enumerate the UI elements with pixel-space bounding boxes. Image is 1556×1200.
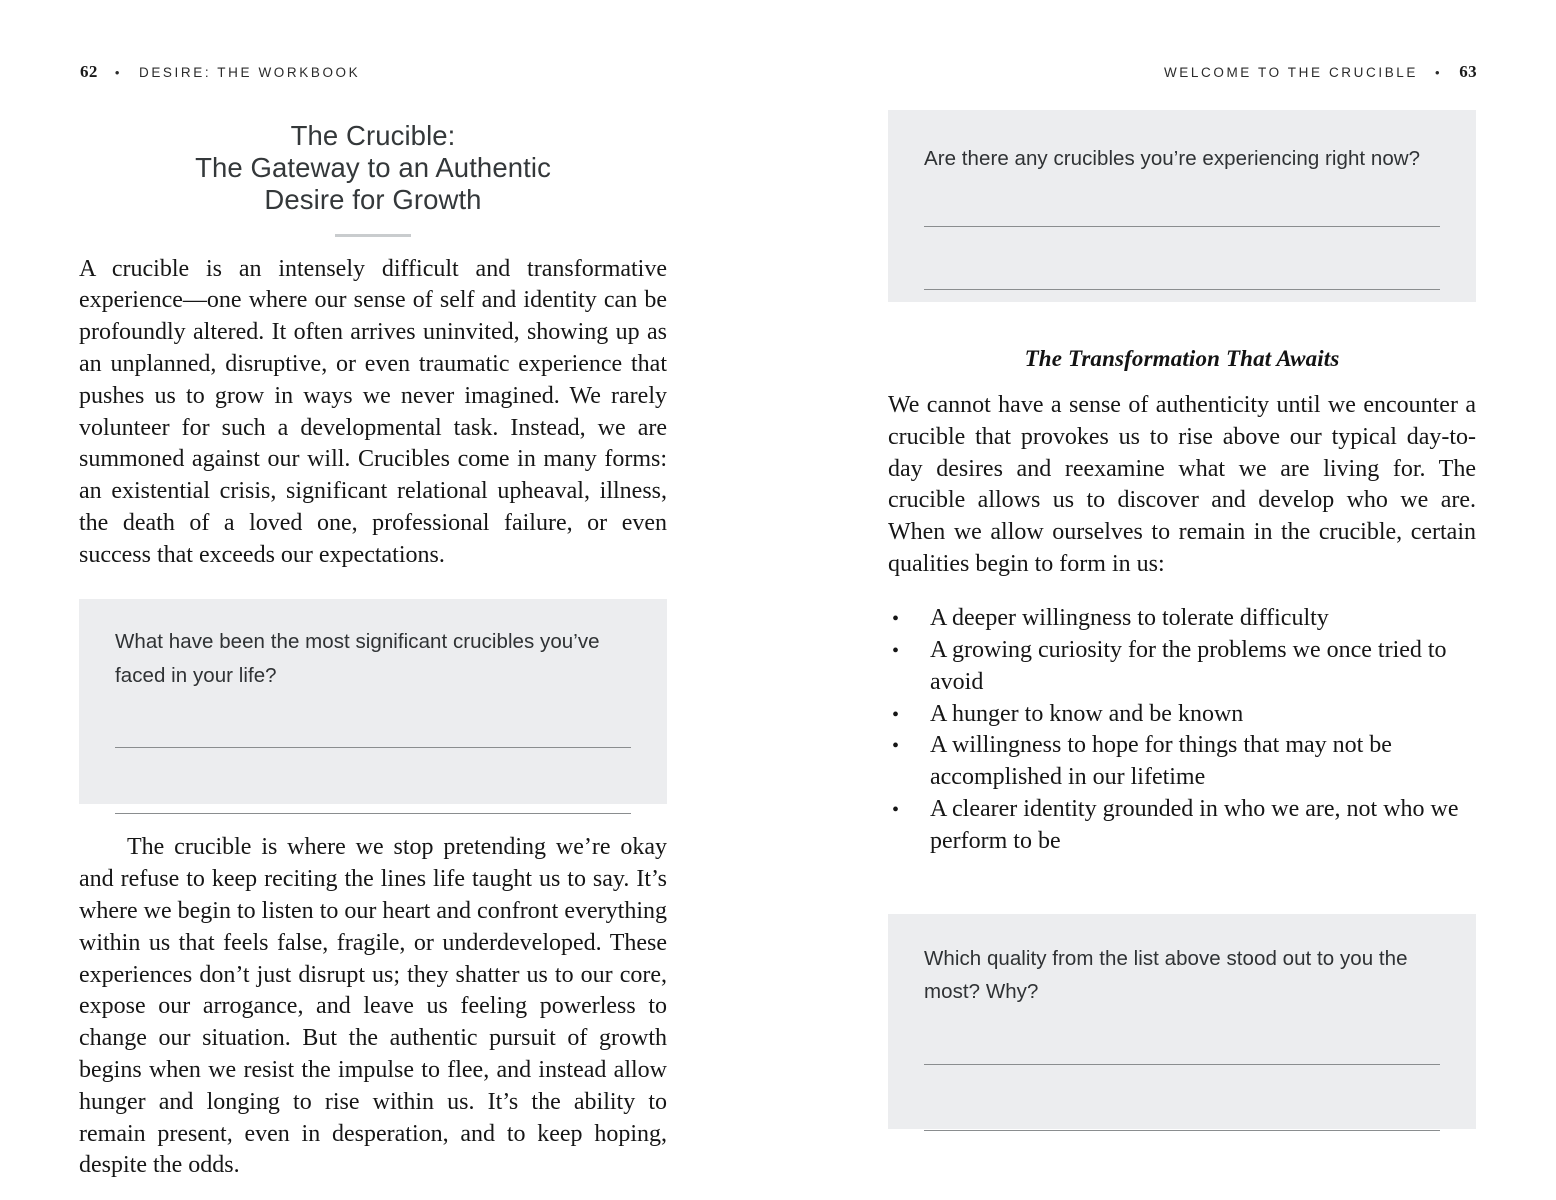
- answer-line-slot[interactable]: [924, 1065, 1440, 1131]
- list-item: [888, 603, 1476, 635]
- left-column: [79, 110, 667, 1182]
- running-head-left: [80, 62, 360, 82]
- answer-line-slot[interactable]: [924, 1008, 1440, 1065]
- qualities-list: [888, 603, 1476, 858]
- list-item: [888, 794, 1476, 858]
- spacer: [888, 302, 1476, 346]
- bullet-icon: •: [892, 607, 900, 630]
- chapter-title-line-3: Desire for Growth: [264, 184, 482, 216]
- answer-line-slot[interactable]: [924, 175, 1440, 227]
- list-item: [888, 699, 1476, 731]
- answer-write-line-1[interactable]: [924, 226, 1440, 227]
- left-paragraph-2: The crucible is where we stop pretending we’re okay and refuse to keep reciting the lines life taught us to say. It’s where we begin to listen to our heart and confront everything within us that feels false, fragile, or underdeveloped. These experiences don’t just disrupt us; they shatter us to our core, expose our arrogance, and leave us feeling powerless to change our situation. But the authentic pursuit of growth begins when we resist the impulse to flee, and instead allow hunger and longing to rise within us. It’s the ability to remain present, even in desperation, and to keep hoping, despite the odds.: [79, 834, 667, 1179]
- answer-write-line-1[interactable]: [115, 747, 631, 748]
- bullet-icon: •: [892, 639, 900, 662]
- answer-write-line-2[interactable]: [924, 289, 1440, 290]
- left-paragraph-1: A crucible is an intensely difficult and transformative experience—one where our sense of self and identity can be profoundly altered. It often arrives uninvited, showing up as an unplanned, disruptive, or even traumatic experience that pushes us to grow in ways we never imagined. We rarely volunteer for such a developmental task. Instead, we are summoned against our will. Crucibles come in many forms: an existential crisis, significant relational upheaval, illness, the death of a loved one, professional failure, or even success that exceeds our expectations.: [79, 255, 667, 568]
- running-head-title-left: DESIRE: THE WORKBOOK: [138, 65, 361, 80]
- answer-line-slot[interactable]: [115, 692, 631, 748]
- list-item-label: A clearer identity grounded in who we are, not who we perform to be: [930, 796, 1459, 855]
- prompt-question-right-2: Which quality from the list above stood out to you the most? Why?: [924, 947, 1408, 1004]
- prompt-question-right-1: Are there any crucibles you’re experiencing right now?: [924, 147, 1421, 170]
- bullet-icon: •: [892, 703, 900, 726]
- bullet-icon: •: [892, 799, 900, 822]
- answer-line-slot[interactable]: [924, 227, 1440, 290]
- answer-line-slot[interactable]: [115, 748, 631, 814]
- prompt-box-right-2: [888, 914, 1476, 1129]
- right-column: [888, 110, 1476, 1129]
- right-paragraph-1: We cannot have a sense of authenticity until we encounter a crucible that provokes us to rise above our typical day-to-day desires and reexamine what we are living for. The crucible allows us to discover and develop who we are. When we allow ourselves to remain in the crucible, certain qualities begin to form in us:: [888, 392, 1476, 577]
- answer-write-line-2[interactable]: [924, 1130, 1440, 1131]
- running-head-right: [1164, 62, 1477, 82]
- folio-left: 62: [80, 62, 98, 81]
- running-head-separator-left: •: [114, 65, 122, 80]
- title-divider-rule: [335, 234, 411, 237]
- list-item-label: A hunger to know and be known: [930, 700, 1244, 727]
- running-head-separator-right: •: [1435, 65, 1443, 80]
- spacer: [888, 858, 1476, 914]
- spacer: [79, 571, 667, 599]
- list-item-label: A growing curiosity for the problems we once tried to avoid: [930, 636, 1447, 695]
- chapter-title-line-2: The Gateway to an Authentic: [195, 152, 551, 184]
- answer-write-line-2[interactable]: [115, 813, 631, 814]
- folio-right: 63: [1459, 62, 1477, 81]
- prompt-box-right-1: [888, 110, 1476, 302]
- chapter-title-line-1: The Crucible:: [290, 120, 456, 151]
- prompt-box-left-1: [79, 599, 667, 804]
- chapter-title: [79, 120, 667, 217]
- section-subheading: The Transformation That Awaits: [1024, 346, 1340, 371]
- running-head-title-right: WELCOME TO THE CRUCIBLE: [1163, 65, 1419, 80]
- spacer: [888, 372, 1476, 390]
- list-item-label: A willingness to hope for things that may not be accomplished in our lifetime: [930, 732, 1392, 791]
- bullet-icon: •: [892, 735, 900, 758]
- list-item: [888, 730, 1476, 794]
- prompt-question-left-1: What have been the most significant crucibles you’ve faced in your life?: [115, 630, 600, 687]
- answer-write-line-1[interactable]: [924, 1064, 1440, 1065]
- list-item: [888, 635, 1476, 699]
- list-item-label: A deeper willingness to tolerate difficulty: [930, 604, 1329, 631]
